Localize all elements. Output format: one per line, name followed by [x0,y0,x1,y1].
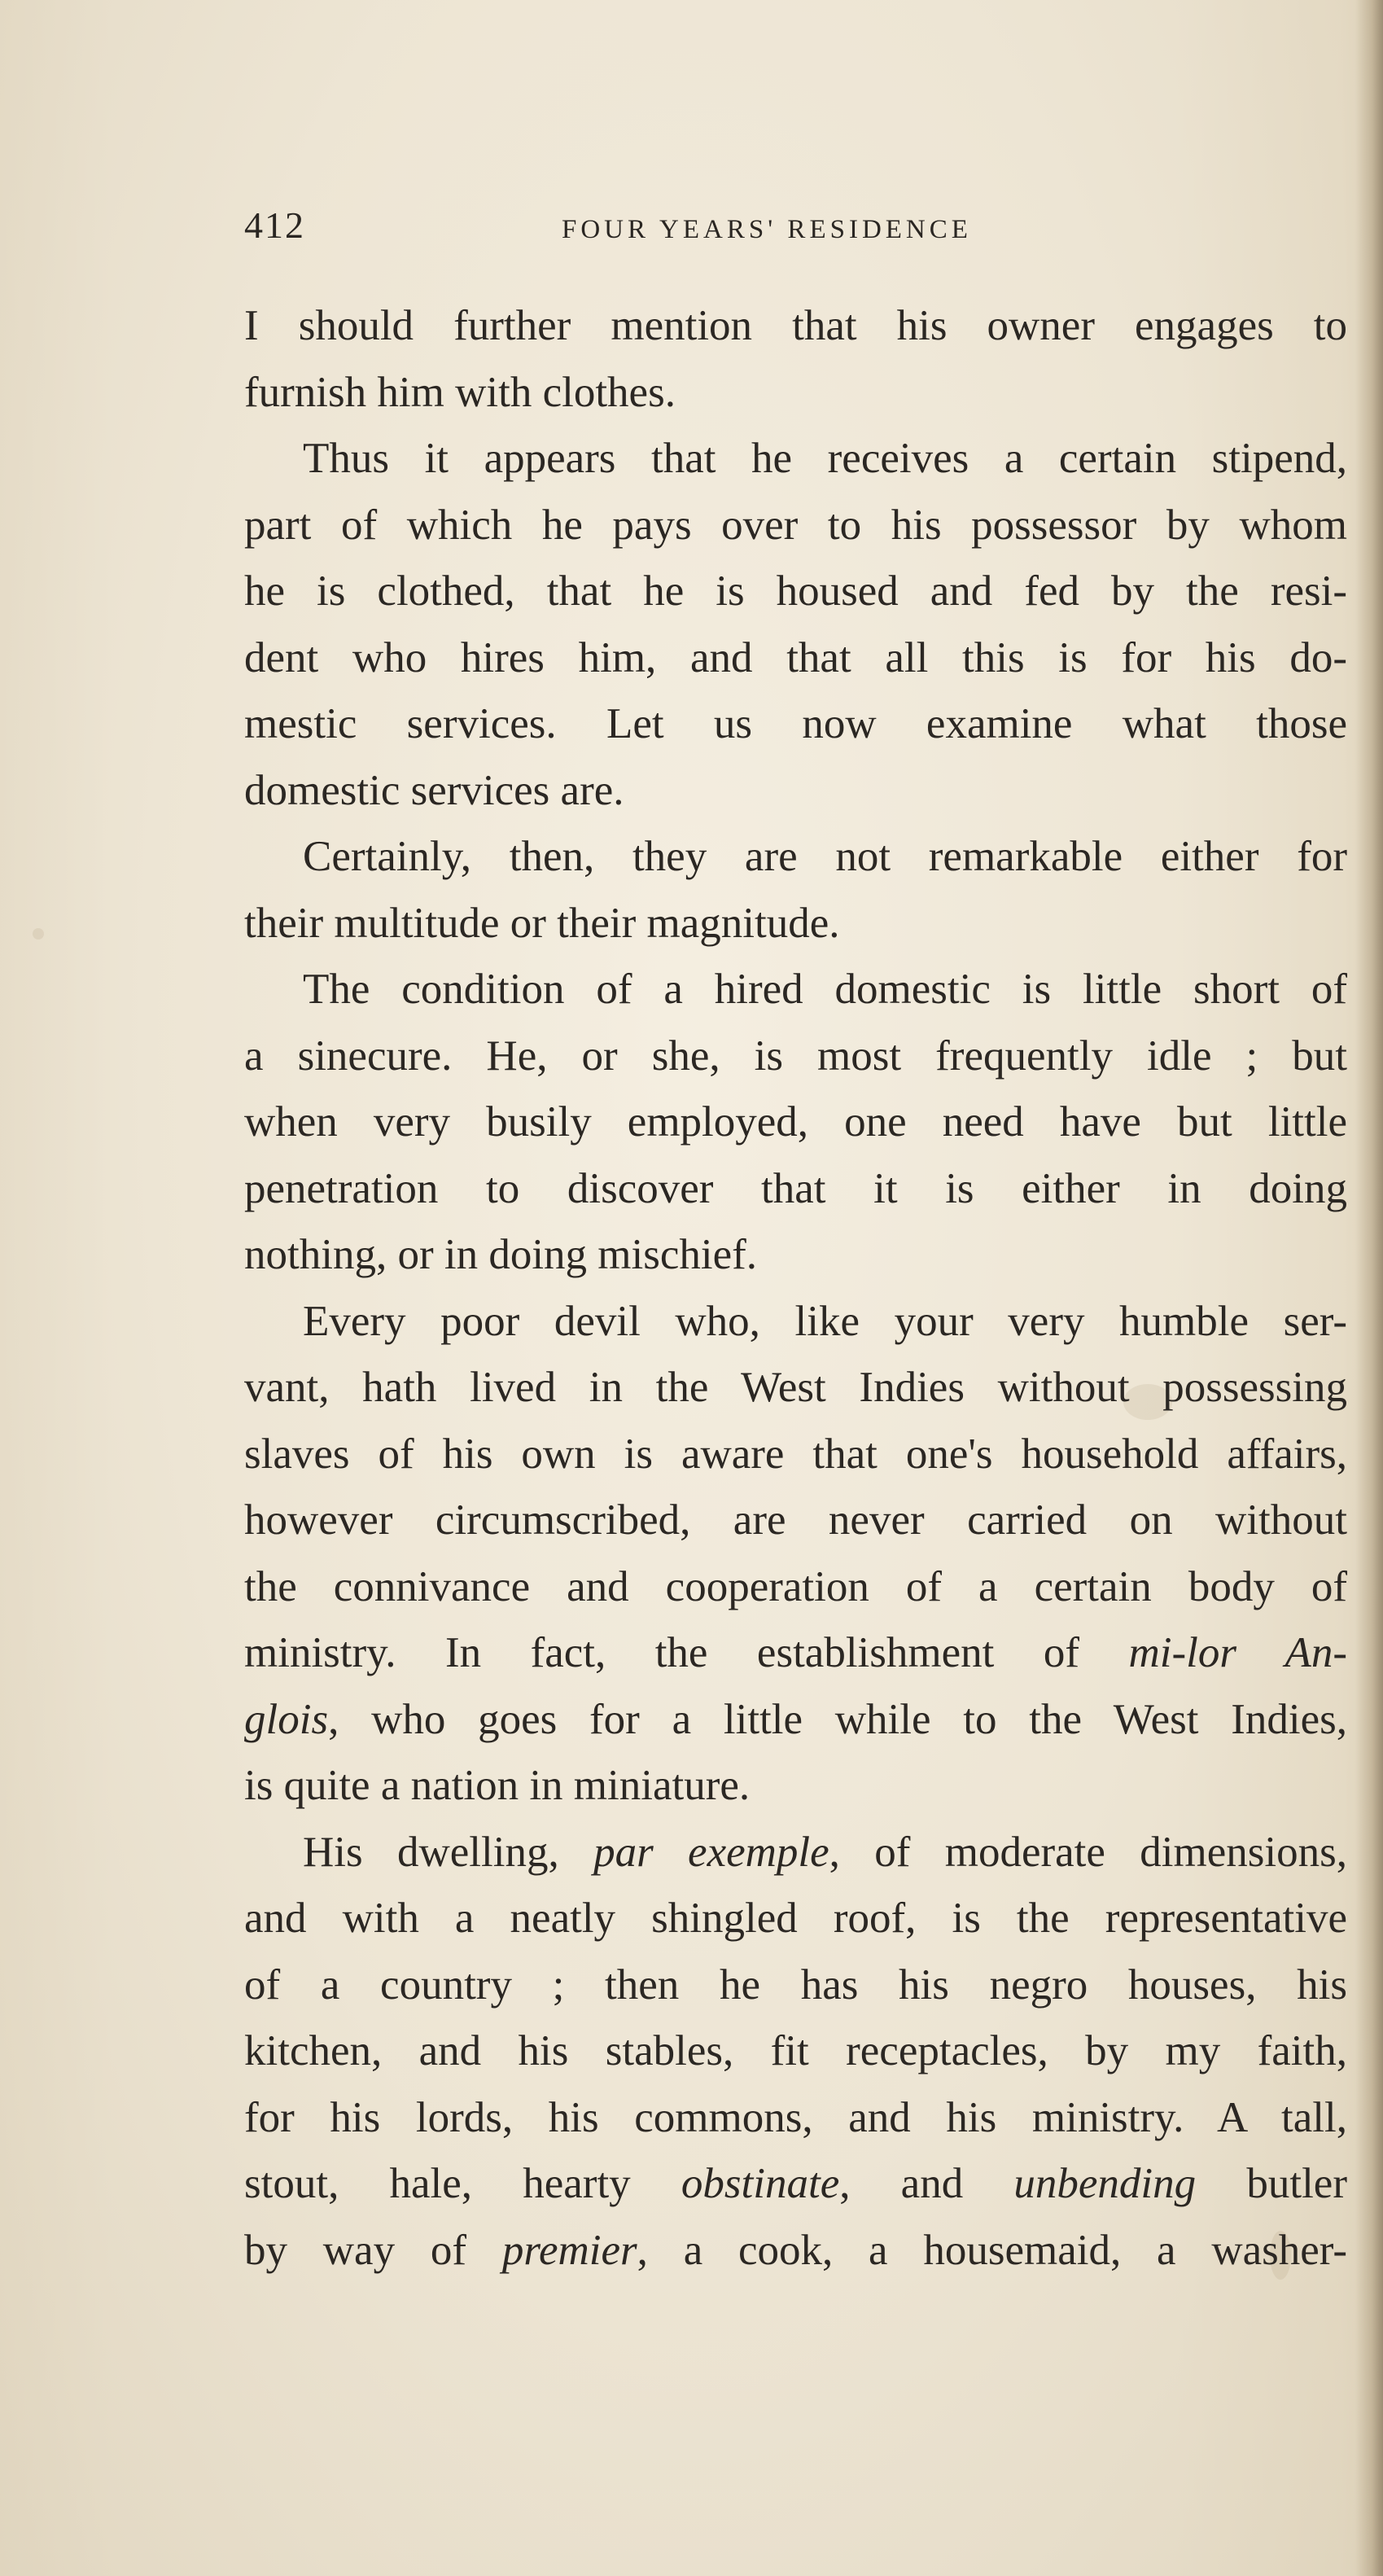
text-line: for his lords, his commons, and his ministry. A tall, [244,2093,1347,2141]
text-line: His dwelling, par exemple, of moderate dimensions, [303,1828,1347,1876]
text-line: by way of premier, a cook, a housemaid, a washer- [244,2226,1348,2274]
text-line: mestic services. Let us now examine what those [244,700,1347,747]
text-line: slaves of his own is aware that one's household affairs, [244,1430,1347,1478]
paper-stain [33,928,44,940]
text-line: Thus it appears that he receives a certain stipend, [303,435,1347,482]
text-line: a sinecure. He, or she, is most frequently idle ; but [244,1032,1347,1080]
text-line: nothing, or in doing mischief. [244,1231,758,1278]
text-line: glois, who goes for a little while to the West Indies, [244,1695,1347,1743]
text-line: dent who hires him, and that all this is for his do- [244,633,1347,681]
text-line: furnish him with clothes. [244,368,676,416]
text-line: penetration to discover that it is either in doing [244,1164,1347,1212]
text-line: their multitude or their magnitude. [244,899,840,947]
text-line: Every poor devil who, like your very humble ser- [303,1297,1347,1345]
text-line: when very busily employed, one need have but little [244,1098,1347,1146]
text-line: is quite a nation in miniature. [244,1762,751,1809]
text-line: I should further mention that his owner engages to [244,302,1347,349]
text-line: vant, hath lived in the West Indies without possessing [244,1364,1347,1411]
running-title: FOUR YEARS' RESIDENCE [562,215,972,244]
text-line: The condition of a hired domestic is little short of [303,966,1347,1013]
page-gutter-shadow [1355,0,1383,2576]
text-line: stout, hale, hearty obstinate, and unbending butler [244,2160,1347,2207]
text-line: of a country ; then he has his negro houses, his [244,1960,1347,2009]
text-line: Certainly, then, they are not remarkable either for [303,833,1347,880]
text-line: however circumscribed, are never carried on without [244,1496,1347,1544]
text-line: he is clothed, that he is housed and fed by the resi- [244,567,1347,615]
text-line: and with a neatly shingled roof, is the representative [244,1895,1347,1942]
page-number: 412 [244,204,305,246]
text-line: domestic services are. [244,766,624,814]
text-line: kitchen, and his stables, fit receptacles, by my faith, [244,2027,1347,2074]
text-line: the connivance and cooperation of a certain body of [244,1562,1347,1610]
page-header [244,204,1351,261]
text-line: part of which he pays over to his possessor by whom [244,501,1347,549]
body-text [244,293,1347,2284]
text-line: ministry. In fact, the establishment of mi-lor An- [244,1629,1347,1676]
